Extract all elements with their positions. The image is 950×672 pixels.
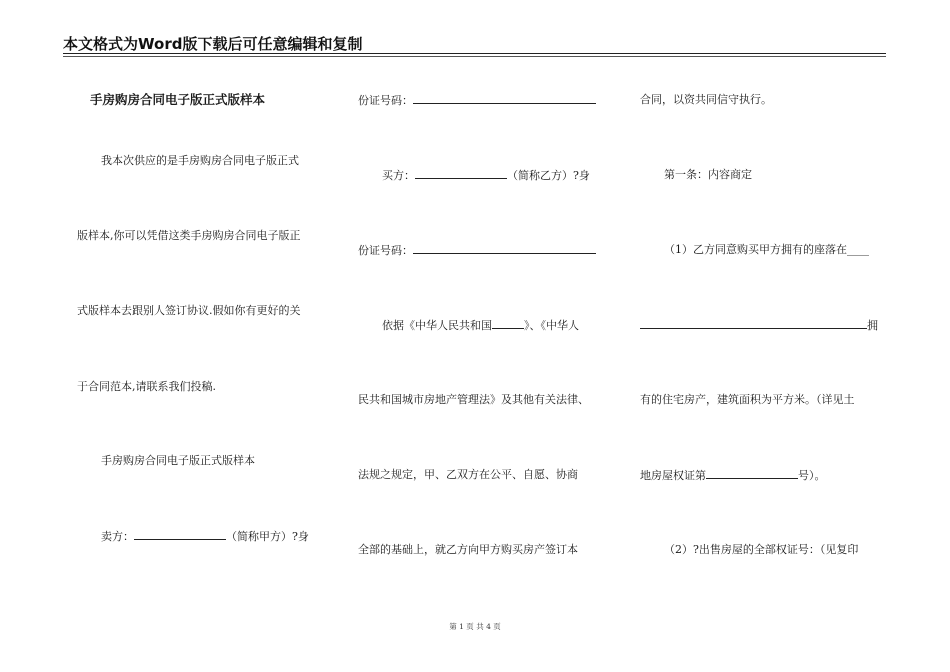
id-label-1: 份证号码：: [358, 94, 413, 107]
seller-label: 卖方：: [101, 530, 134, 543]
header-rule-thin: [63, 56, 886, 57]
cert-blank: [706, 468, 798, 479]
seller-line: [101, 529, 309, 544]
intro-line-2: 版样本,你可以凭借这类手房购房合同电子版正: [77, 229, 301, 242]
header-rule-thick: [63, 53, 886, 54]
law-prefix: 依据《中华人民共和国: [382, 319, 492, 332]
document-header: 本文格式为Word版下载后可任意编辑和复制: [63, 35, 363, 53]
location-line: [640, 318, 878, 333]
law-suffix: 》、《中华人: [524, 319, 579, 332]
cert-suffix: 号）。: [798, 469, 826, 482]
intro-line-3: 式版样本去跟别人签订协议.假如你有更好的关: [77, 304, 301, 317]
area-line: 有的住宅房产，建筑面积为平方米。（详见土: [640, 393, 855, 406]
law-line-3: 法规之规定，甲、乙双方在公平、自愿、协商: [358, 468, 578, 481]
buyer-line: [382, 168, 590, 183]
law-line: [382, 318, 579, 333]
law-blank: [492, 318, 524, 329]
cert-line: [640, 468, 826, 483]
buyer-label: 买方：: [382, 169, 415, 182]
seller-suffix: （简称甲方）?身: [226, 530, 309, 543]
id-blank-2: [413, 243, 596, 254]
section-heading: 第一条：内容商定: [664, 168, 752, 181]
seller-blank: [134, 529, 226, 540]
contract-line: 合同，以资共同信守执行。: [640, 93, 772, 106]
contract-title: 手房购房合同电子版正式版样本: [90, 92, 266, 107]
page-footer: 第 1 页 共 4 页: [449, 622, 501, 631]
intro-line-4: 于合同范本,请联系我们投稿.: [77, 380, 216, 393]
law-line-4: 全部的基础上，就乙方向甲方购买房产签订本: [358, 543, 578, 556]
law-line-2: 民共和国城市房地产管理法》及其他有关法律、: [358, 393, 589, 406]
cert-prefix: 地房屋权证第: [640, 469, 706, 482]
item-1-line: （1）乙方同意购买甲方拥有的座落在____: [664, 243, 869, 256]
id-label-2: 份证号码：: [358, 244, 413, 257]
subtitle-line: 手房购房合同电子版正式版样本: [101, 454, 255, 467]
id-number-line-2: [358, 243, 596, 258]
id-blank-1: [413, 93, 596, 104]
intro-line-1: 我本次供应的是手房购房合同电子版正式: [101, 154, 299, 167]
location-suffix: 拥: [867, 319, 878, 332]
id-number-line-1: [358, 93, 596, 108]
buyer-blank: [415, 168, 507, 179]
item-2-line: （2）?出售房屋的全部权证号：（见复印: [664, 543, 859, 556]
location-blank: [640, 318, 867, 329]
buyer-suffix: （简称乙方）?身: [507, 169, 590, 182]
